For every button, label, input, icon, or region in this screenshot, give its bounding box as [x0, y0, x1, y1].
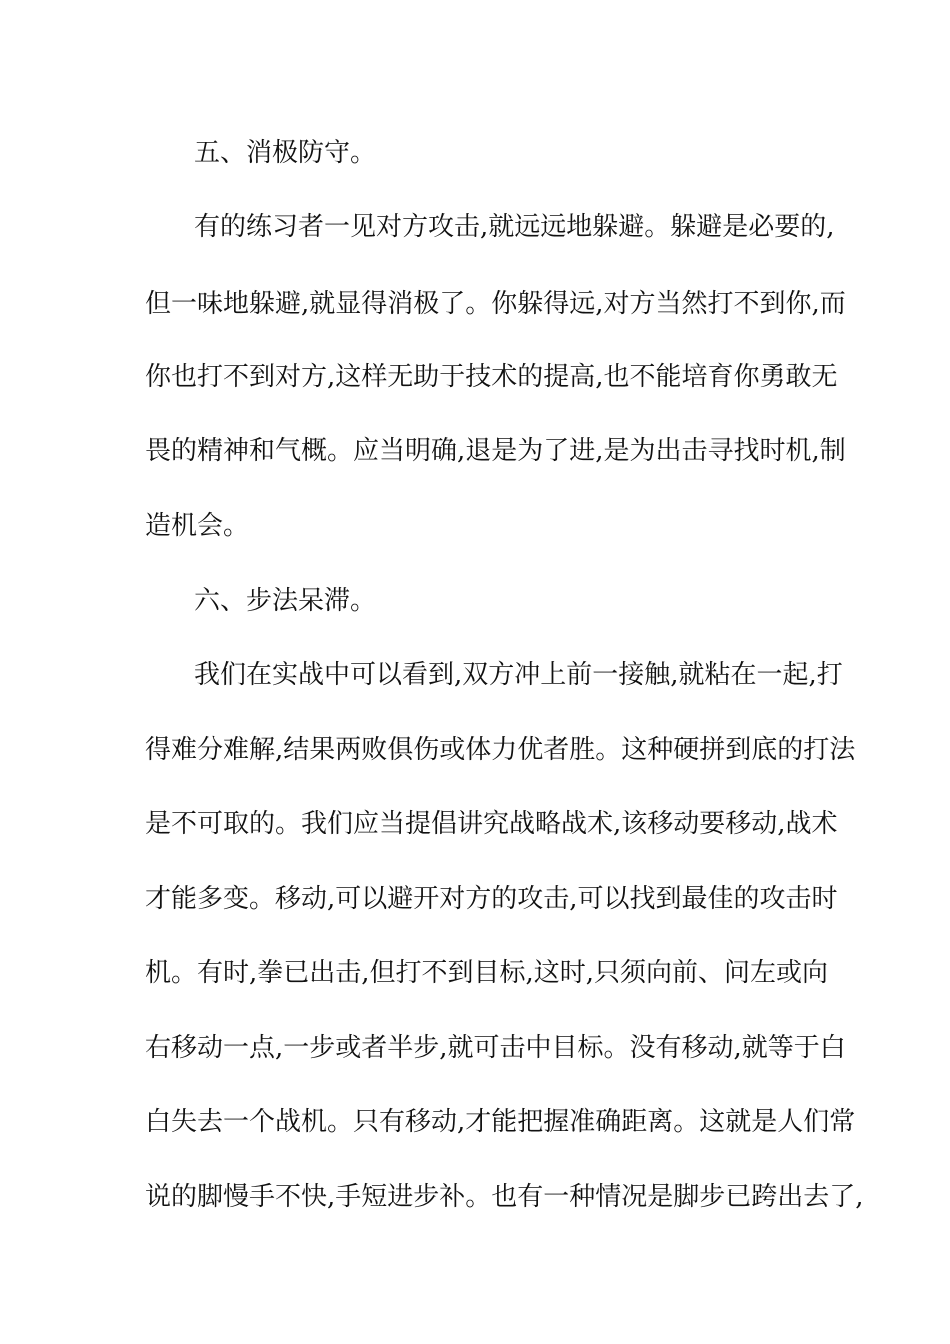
text-line: 得难分难解,结果两败俱伤或体力优者胜。这种硬拼到底的打法 — [145, 735, 856, 765]
text-line: 有的练习者一见对方攻击,就远远地躲避。躲避是必要的, — [194, 212, 835, 242]
paragraph-line — [0, 357, 950, 397]
text-line: 右移动一点,一步或者半步,就可击中目标。没有移动,就等于白 — [145, 1033, 846, 1063]
text-line: 你也打不到对方,这样无助于技术的提高,也不能培育你勇敢无 — [145, 362, 838, 392]
paragraph-line — [0, 1177, 950, 1217]
text-line: 造机会。 — [145, 511, 250, 541]
text-line: 我们在实战中可以看到,双方冲上前一接触,就粘在一起,打 — [194, 660, 843, 690]
paragraph-line — [0, 655, 950, 695]
paragraph-line — [0, 284, 950, 324]
paragraph-line — [0, 1028, 950, 1068]
text-line: 但一味地躲避,就显得消极了。你躲得远,对方当然打不到你,而 — [145, 289, 846, 319]
text-line: 畏的精神和气概。应当明确,退是为了进,是为出击寻找时机,制 — [145, 436, 846, 466]
heading-passive-defense — [0, 133, 950, 173]
text-line: 白失去一个战机。只有移动,才能把握准确距离。这就是人们常 — [145, 1107, 856, 1137]
text-line: 才能多变。移动,可以避开对方的攻击,可以找到最佳的攻击时 — [145, 884, 838, 914]
paragraph-line — [0, 879, 950, 919]
paragraph-line — [0, 506, 950, 546]
text-line: 机。有时,拳已出击,但打不到目标,这时,只须向前、问左或向 — [145, 958, 829, 988]
paragraph-line — [0, 1102, 950, 1142]
heading-rigid-footwork — [0, 581, 950, 621]
paragraph-line — [0, 804, 950, 844]
paragraph-line — [0, 207, 950, 247]
paragraph-line — [0, 953, 950, 993]
text-line: 五、消极防守。 — [194, 138, 377, 168]
text-line: 说的脚慢手不快,手短进步补。也有一种情况是脚步已跨出去了, — [145, 1182, 864, 1212]
text-line: 是不可取的。我们应当提倡讲究战略战术,该移动要移动,战术 — [145, 809, 838, 839]
paragraph-line — [0, 730, 950, 770]
paragraph-line — [0, 431, 950, 471]
text-line: 六、步法呆滞。 — [194, 586, 377, 616]
